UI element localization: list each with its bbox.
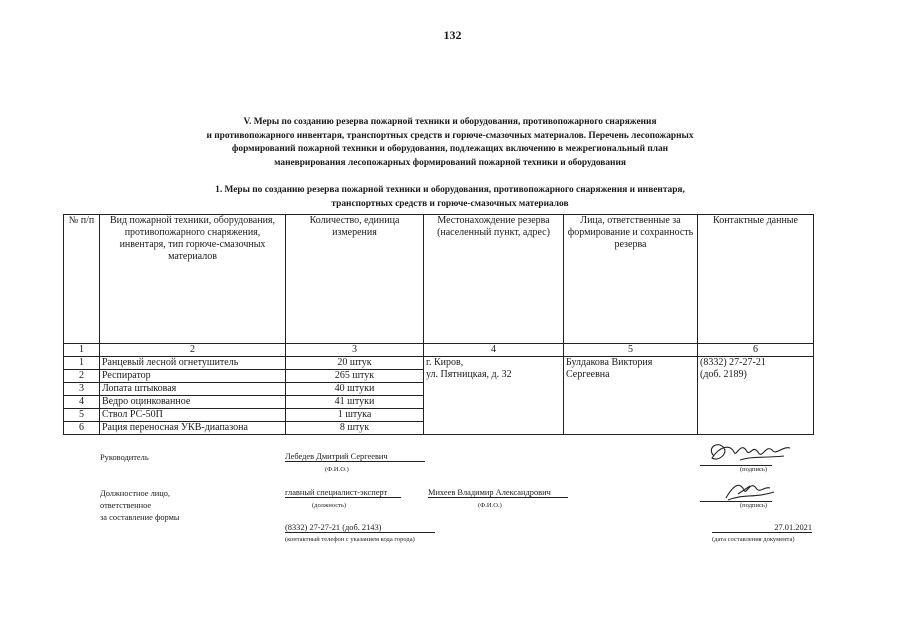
responsible-cell bbox=[564, 357, 698, 435]
contact-phone-caption: (контактный телефон с указанием кода города) bbox=[285, 536, 415, 543]
header-cell-responsible: Лица, ответственные за формирование и сохранность резерва bbox=[564, 215, 698, 344]
row-item: Рация переносная УКВ-диапазона bbox=[100, 422, 286, 435]
contacts-line: (8332) 27-27-21 bbox=[700, 357, 766, 368]
section-heading bbox=[120, 116, 780, 170]
head-fio-caption: (Ф.И.О.) bbox=[325, 466, 349, 473]
responsible-line: Сергеевна bbox=[566, 369, 610, 380]
header-cell-quantity: Количество, единица измерения bbox=[286, 215, 424, 344]
column-number: 2 bbox=[100, 344, 286, 357]
table-header-row bbox=[64, 215, 814, 344]
row-quantity: 265 штук bbox=[286, 370, 424, 383]
contacts-line: (доб. 2189) bbox=[700, 369, 747, 380]
document-date-caption: (дата составления документа) bbox=[712, 536, 795, 543]
row-item: Респиратор bbox=[100, 370, 286, 383]
header-cell-number: № п/п bbox=[64, 215, 100, 344]
column-number: 1 bbox=[64, 344, 100, 357]
column-number-row bbox=[64, 344, 814, 357]
row-quantity: 1 штука bbox=[286, 409, 424, 422]
subsection-heading-line: транспортных средств и горюче-смазочных материалов bbox=[331, 198, 569, 209]
row-number: 5 bbox=[64, 409, 100, 422]
row-item: Ствол РС-50П bbox=[100, 409, 286, 422]
head-label: Руководитель bbox=[100, 453, 149, 462]
section-heading-line: формирований пожарной техники и оборудования, подлежащих включению в межрегиональный план bbox=[231, 144, 669, 155]
location-line: ул. Пятницкая, д. 32 bbox=[426, 369, 512, 380]
official-fio-caption: (Ф.И.О.) bbox=[478, 502, 502, 509]
official-label-2: ответственное bbox=[100, 501, 152, 510]
header-cell-item: Вид пожарной техники, оборудования, противопожарного снаряжения, инвентаря, тип горюче-смазочных материалов bbox=[100, 215, 286, 344]
section-heading-line: V. Меры по созданию резерва пожарной техники и оборудования, противопожарного снаряжения bbox=[243, 117, 657, 127]
head-name: Лебедев Дмитрий Сергеевич bbox=[285, 452, 425, 462]
official-label-3: за составление формы bbox=[100, 513, 180, 522]
row-item: Ранцевый лесной огнетушитель bbox=[100, 357, 286, 370]
location-line: г. Киров, bbox=[426, 357, 464, 368]
section-heading-line: и противопожарного инвентаря, транспортных средств и горюче-смазочных материалов. Перечень лесопожарных bbox=[206, 130, 694, 141]
header-cell-location: Местонахождение резерва (населенный пункт, адрес) bbox=[424, 215, 564, 344]
official-position: главный специалист-эксперт bbox=[285, 488, 401, 498]
section-heading-line: маневрирования лесопожарных формирований пожарной техники и оборудования bbox=[274, 157, 626, 168]
row-quantity: 40 штуки bbox=[286, 383, 424, 396]
responsible-line: Булдакова Виктория bbox=[566, 357, 653, 368]
row-quantity: 8 штук bbox=[286, 422, 424, 435]
row-number: 2 bbox=[64, 370, 100, 383]
row-quantity: 41 штуки bbox=[286, 396, 424, 409]
header-cell-contacts: Контактные данные bbox=[698, 215, 814, 344]
reserve-table bbox=[63, 214, 814, 435]
page-number: 132 bbox=[443, 28, 462, 42]
location-cell bbox=[424, 357, 564, 435]
subsection-heading bbox=[120, 184, 780, 211]
row-item: Ведро оцинкованное bbox=[100, 396, 286, 409]
row-number: 1 bbox=[64, 357, 100, 370]
column-number: 4 bbox=[424, 344, 564, 357]
contact-phone: (8332) 27-27-21 (доб. 2143) bbox=[285, 523, 435, 533]
row-number: 4 bbox=[64, 396, 100, 409]
official-signature-icon bbox=[716, 476, 786, 506]
row-number: 6 bbox=[64, 422, 100, 435]
column-number: 3 bbox=[286, 344, 424, 357]
head-signature-icon bbox=[700, 436, 800, 472]
position-caption: (должность) bbox=[312, 502, 347, 509]
head-signature-caption: (подпись) bbox=[740, 466, 767, 473]
table-row bbox=[64, 357, 814, 370]
official-label-1: Должностное лицо, bbox=[100, 489, 171, 498]
subsection-heading-line: 1. Меры по созданию резерва пожарной техники и оборудования, противопожарного снаряжения и инвентаря, bbox=[215, 185, 685, 195]
contacts-cell bbox=[698, 357, 814, 435]
row-item: Лопата штыковая bbox=[100, 383, 286, 396]
official-name: Михеев Владимир Александрович bbox=[428, 488, 568, 498]
document-date: 27.01.2021 bbox=[712, 523, 812, 533]
row-number: 3 bbox=[64, 383, 100, 396]
row-quantity: 20 штук bbox=[286, 357, 424, 370]
official-signature-caption: (подпись) bbox=[740, 502, 767, 509]
column-number: 5 bbox=[564, 344, 698, 357]
column-number: 6 bbox=[698, 344, 814, 357]
